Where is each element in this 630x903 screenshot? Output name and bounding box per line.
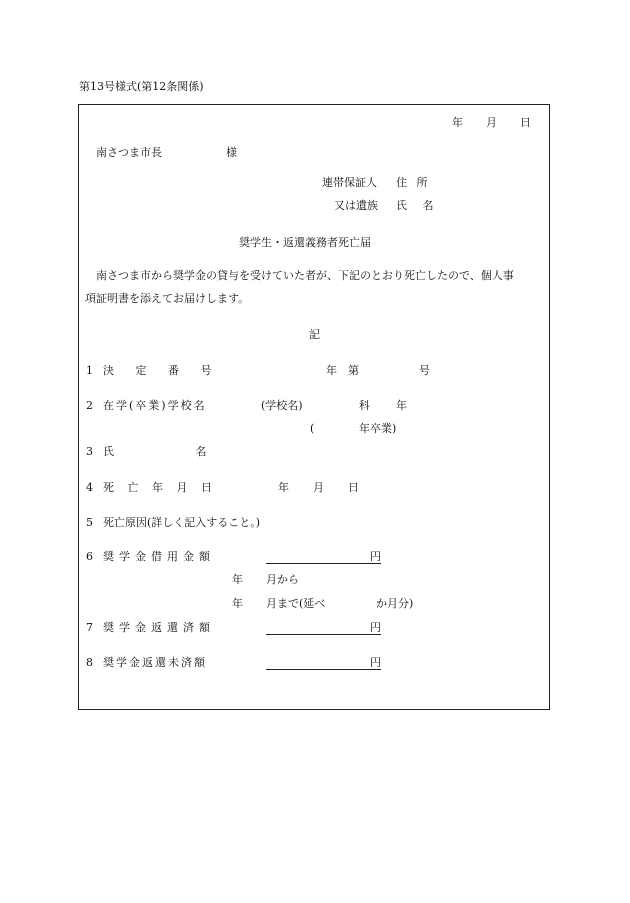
address-label: 住 所 <box>396 176 428 189</box>
body-line-2: 項証明書を添えてお届けします。 <box>85 292 250 305</box>
item-4-label: 死 亡 年 月 日 <box>103 481 212 494</box>
bereaved-role: 又は遺族 <box>334 199 378 212</box>
item-2-label: 在学(卒業)学校名 <box>103 399 207 412</box>
item-6-to-year: 年 <box>232 597 243 610</box>
item-7-amount-line <box>266 634 381 635</box>
item-3-label: 氏 名 <box>103 445 207 458</box>
item-1-label: 決 定 番 号 <box>103 364 212 377</box>
item-6-number: 6 <box>86 550 93 563</box>
item-4-month: 月 <box>313 481 324 494</box>
guarantor-role: 連帯保証人 <box>322 176 377 189</box>
item-1-gou: 号 <box>419 364 430 377</box>
date-day-label: 日 <box>520 116 531 129</box>
item-6-label: 奨学金借用金額 <box>103 550 215 563</box>
item-6-from-month: 月から <box>266 573 299 586</box>
item-4-number: 4 <box>86 481 93 494</box>
item-6-months: か月分) <box>376 597 414 610</box>
addressee-name: 南さつま市長 <box>96 146 162 159</box>
form-number: 第13号様式(第12条関係) <box>79 80 204 93</box>
item-2-paren-open: ( <box>310 422 315 435</box>
item-8-number: 8 <box>86 656 93 669</box>
item-8-yen: 円 <box>370 656 381 669</box>
item-3-number: 3 <box>86 445 93 458</box>
item-7-label: 奨学金返還済額 <box>103 621 215 634</box>
item-6-amount-line <box>266 563 381 564</box>
item-2-graduated: 年卒業) <box>359 422 397 435</box>
item-2-nen: 年 <box>396 399 407 412</box>
item-8-amount-line <box>266 669 381 670</box>
item-1-year: 年 <box>326 364 337 377</box>
name-label: 氏 名 <box>396 199 434 212</box>
item-2-ka: 科 <box>359 399 370 412</box>
ki-mark: 記 <box>309 328 320 341</box>
addressee-honorific: 様 <box>226 146 237 159</box>
item-5-number: 5 <box>86 516 93 529</box>
item-2-school: (学校名) <box>261 399 303 412</box>
item-1-number: 1 <box>86 364 93 377</box>
item-7-yen: 円 <box>370 621 381 634</box>
item-4-day: 日 <box>348 481 359 494</box>
item-2-number: 2 <box>86 399 93 412</box>
document-title: 奨学生・返還義務者死亡届 <box>239 236 371 249</box>
item-6-yen: 円 <box>370 550 381 563</box>
item-7-number: 7 <box>86 621 93 634</box>
item-8-label: 奨学金返還未済額 <box>103 656 207 669</box>
date-year-label: 年 <box>452 116 463 129</box>
body-line-1: 南さつま市から奨学金の貸与を受けていた者が、下記のとおり死亡したので、個人事 <box>96 269 514 282</box>
item-6-to-month: 月まで(延べ <box>266 597 326 610</box>
item-5-label: 死亡原因(詳しく記入すること。) <box>103 516 261 529</box>
item-4-year: 年 <box>278 481 289 494</box>
item-1-dai: 第 <box>348 364 359 377</box>
date-month-label: 月 <box>486 116 497 129</box>
item-6-from-year: 年 <box>232 573 243 586</box>
